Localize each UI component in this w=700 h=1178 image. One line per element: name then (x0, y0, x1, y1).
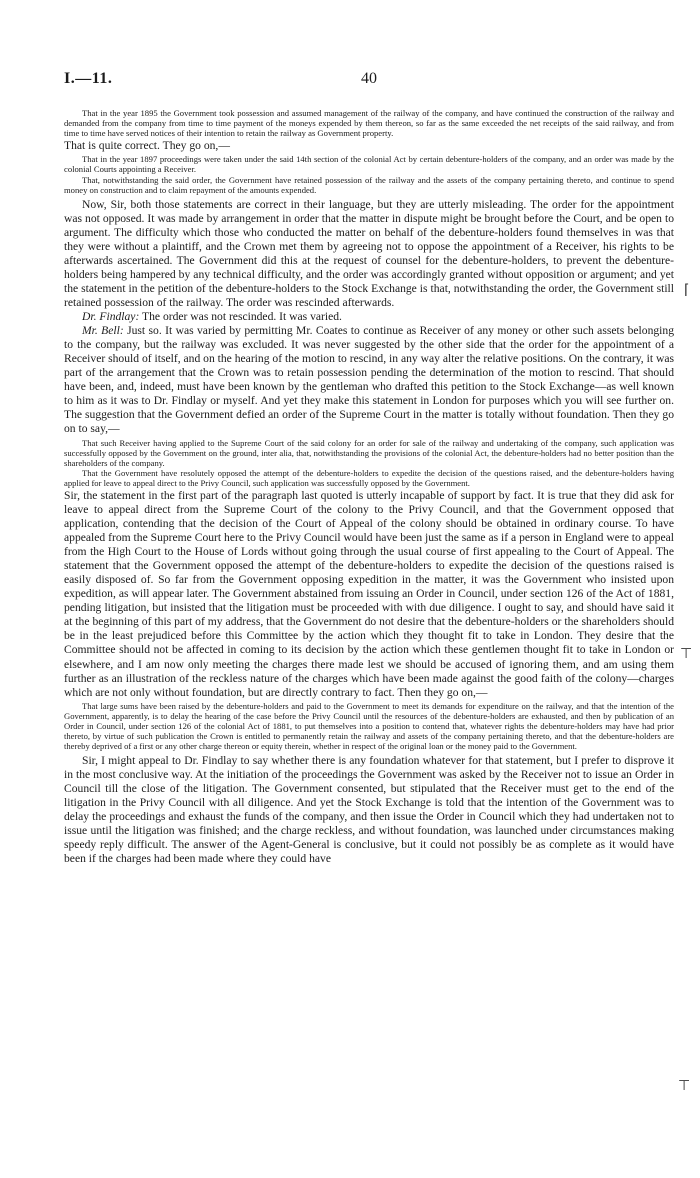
speaker-name: Dr. Findlay: (82, 310, 140, 324)
quoted-petition-paragraph: That, notwithstanding the said order, the Government have retained possession of the railway and the assets of the company pertaining thereto, and continue to spend money on construction and to claim repayment of the amounts expended. (64, 174, 674, 195)
quoted-petition-paragraph: That such Receiver having applied to the Supreme Court of the said colony for an order for sale of the railway and undertaking of the company, such application was successfully opposed by the Government on the ground, inter alia, that, notwithstanding the provisions of the colonial Act, the debenture-holders had no better position than the shareholders of the company. (64, 437, 674, 468)
margin-mark-icon: ⌈ (684, 282, 690, 298)
speech-paragraph (64, 310, 674, 324)
margin-mark-icon: ⊤ (680, 646, 693, 662)
speech-text: The order was not rescinded. It was varied. (139, 310, 342, 324)
margin-mark-icon: ⊤ (678, 1078, 691, 1094)
body-paragraph: Now, Sir, both those statements are correct in their language, but they are utterly misleading. The order for the appointment was not opposed. It was made by arrangement in order that the matter in dispute might be brought before the Court, and be open to argument. The difficulty which those who conducted the matter on behalf of the debenture-holders found themselves in was that they were without a plaintiff, and the Crown met them by agreeing not to oppose the appointment of a Receiver, his rights to be afterwards ascertained. The Government did this at the request of counsel for the debenture-holders, to prevent the debenture-holders being hampered by any technical difficulty, and the order was accordingly granted without opposition or argument; and yet the statement in the petition of the debenture-holders to the Stock Exchange is that, notwithstanding the order, the Government still retained possession of the railway. The order was rescinded afterwards. (64, 197, 674, 310)
page-number: 40 (361, 70, 377, 87)
quoted-petition-paragraph: That in the year 1895 the Government took possession and assumed management of the railway of the company, and have continued the construction of the railway and demanded from the company from time to time payment of the moneys expended by them thereon, so far as the same exceeded the net receipts of the said railway, and from time to time have served notices of their intention to retain the railway as Government property. (64, 108, 674, 139)
body-paragraph: Sir, I might appeal to Dr. Findlay to say whether there is any foundation whatever for that statement, but I prefer to disprove it in the most conclusive way. At the initiation of the proceedings the Government was asked by the Receiver not to issue an Order in Council till the close of the litigation. The Government consented, but stipulated that the Receiver must get to the end of the litigation in the Privy Council with all diligence. And yet the Stock Exchange is told that the intention of the Government was to delay the proceedings and exhaust the funds of the company, and then issue the Order in Council which they had undertaken not to issue until the litigation was finished; and the charge reckless, and without foundation, was launched under circumstances making speedy reply difficult. The answer of the Agent-General is conclusive, but it could not possibly be as complete as it would have been if the charges had been made where they could have (64, 754, 674, 866)
speaker-name: Mr. Bell: (82, 324, 124, 338)
body-paragraph: That is quite correct. They go on,— (64, 139, 230, 153)
document-page (64, 70, 674, 867)
page-header (64, 70, 674, 94)
paper-reference: I.—11. (64, 70, 113, 87)
speech-text: Just so. It was varied by permitting Mr. Coates to continue as Receiver of any money or other such assets belonging to the company, but the railway was excluded. It was never suggested by the other side that the order for the appointment of a Receiver should of itself, and on the hearing of the motion to rescind, in any way alter the relative positions. On the contrary, it was part of the arrangement that the Crown was to retain possession pending the determination of the motion to rescind. That should have been, and, indeed, must have been known by the gentleman who drafted this petition to the Stock Exchange—as well known to him as it was to Dr. Findlay or myself. And yet they make this statement in London for purposes which you will see further on. The suggestion that the Government defied an order of the Supreme Court in the matter is totally without foundation. Then they go on to say,— (64, 324, 674, 436)
quoted-petition-paragraph: That in the year 1897 proceedings were taken under the said 14th section of the colonial Act by certain debenture-holders of the company, and an order was made by the colonial Courts appointing a Receiver. (64, 154, 674, 175)
speech-paragraph (64, 324, 674, 436)
quoted-petition-paragraph: That the Government have resolutely opposed the attempt of the debenture-holders to expedite the decision of the questions raised, and the debenture-holders having applied for leave to appeal direct to the Privy Council, such application was successfully opposed by the Government. (64, 467, 674, 488)
quoted-petition-paragraph: That large sums have been raised by the debenture-holders and paid to the Government to meet its demands for expenditure on the railway, and that the intention of the Government, apparently, is to delay the hearing of the case before the Privy Council until the resources of the debenture-holders are exhausted, and then by publication of an Order in Council, under section 126 of the colonial Act of 1881, to put themselves into a position to contend that, whatever rights the debenture-holders may have had prior thereto, by virtue of such publication the Crown is entitled to permanently retain the railway and assets of the company pertaining thereto, and that the debenture-holders are thereby deprived of a first or any other charge thereon or equity therein, whether in respect of the original loan or the money paid to the Government. (64, 700, 674, 752)
body-paragraph: Sir, the statement in the first part of the paragraph last quoted is utterly incapable of support by fact. It is true that they did ask for leave to appeal direct from the Supreme Court of the colony to the Privy Council, and that the Government opposed that application, contending that the decision of the Court of Appeal of the colony should be obtained in ordinary course. To have appealed from the Supreme Court here to the Privy Council would have been just the same as if a person in England were to appeal from the High Court to the House of Lords without going through the usual course of first appealing to the Court of Appeal. The statement that the Government opposed the attempt of the debenture-holders to expedite the decision of the questions raised is easily disposed of. So far from the Government opposing expedition in the matter, it was the Government who insisted upon expedition, as will appear later. The Government abstained from issuing an Order in Council, under section 126 of the Act of 1881, pending litigation, but insisted that the litigation must be proceeded with with due diligence. I ought to say, and should have said it at the beginning of this part of my address, that the Government do not desire that the debenture-holders or the shareholders should be in the least prejudiced before this Committee by the action which they thought fit to take in London. They desire that the Committee should not be affected in coming to its decision by the action which these gentlemen thought fit to take in London or elsewhere, and I am now only meeting the charges there made lest we should be accused of ignoring them, and am using them further as an illustration of the reckless nature of the charges which have been made against the good faith of the colony—charges which are not only without foundation, but are directly contrary to fact. Then they go on,— (64, 488, 674, 699)
